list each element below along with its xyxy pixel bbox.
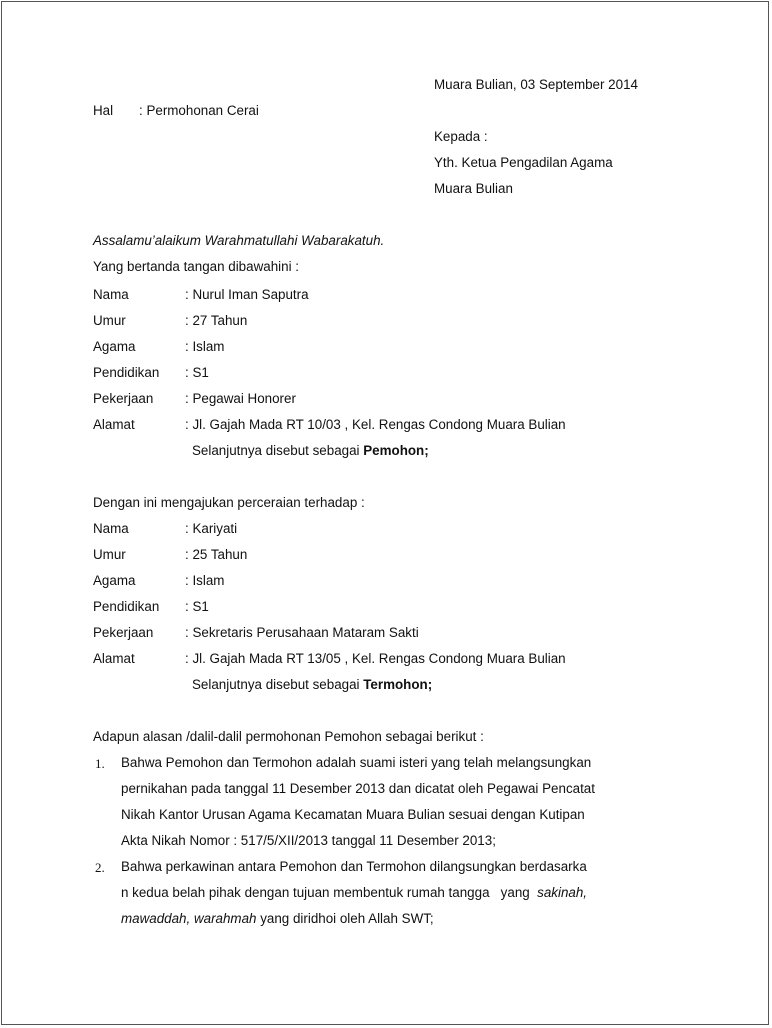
pemohon-nama-label: Nama [93,287,129,302]
reason-line: Nikah Kantor Urusan Agama Kecamatan Muara Bulian sesuai dengan Kutipan [121,807,585,822]
pemohon-pekerjaan-label: Pekerjaan [93,391,154,406]
recipient-line2: Muara Bulian [434,181,513,196]
pemohon-umur-label: Umur [93,313,126,328]
reason-line: mawaddah, warahmah yang diridhoi oleh Allah SWT; [121,911,434,926]
document-page [1,1,769,1025]
reason-line: Bahwa Pemohon dan Termohon adalah suami isteri yang telah melangsungkan [121,755,592,770]
pemohon-alamat-value: : Jl. Gajah Mada RT 10/03 , Kel. Rengas Condong Muara Bulian [185,417,566,432]
subject-label: Hal [93,103,114,118]
pemohon-umur-value: : 27 Tahun [185,313,248,328]
reason-line: n kedua belah pihak dengan tujuan membentuk rumah tangga yang sakinah, [121,885,588,900]
termohon-designation: Selanjutnya disebut sebagai Termohon; [192,677,433,692]
termohon-agama-value: : Islam [185,573,225,588]
termohon-nama-value: : Kariyati [185,521,238,536]
termohon-pendidikan-label: Pendidikan [93,599,160,614]
intro-text: Yang bertanda tangan dibawahini : [93,259,299,274]
reason-number: 2. [95,860,105,875]
reason-number: 1. [95,756,105,771]
termohon-umur-value: : 25 Tahun [185,547,248,562]
pemohon-designation: Selanjutnya disebut sebagai Pemohon; [192,443,429,458]
termohon-pekerjaan-value: : Sekretaris Perusahaan Mataram Sakti [185,625,419,640]
termohon-alamat-value: : Jl. Gajah Mada RT 13/05 , Kel. Rengas Condong Muara Bulian [185,651,566,666]
pemohon-nama-value: : Nurul Iman Saputra [185,287,309,302]
place-date: Muara Bulian, 03 September 2014 [434,77,638,92]
pemohon-pekerjaan-value: : Pegawai Honorer [185,391,296,406]
recipient-line1: Yth. Ketua Pengadilan Agama [434,155,613,170]
termohon-nama-label: Nama [93,521,129,536]
pemohon-pendidikan-value: : S1 [185,365,209,380]
termohon-alamat-label: Alamat [93,651,135,666]
pemohon-agama-label: Agama [93,339,136,354]
against-intro: Dengan ini mengajukan perceraian terhadap : [93,495,365,510]
termohon-pendidikan-value: : S1 [185,599,209,614]
reason-line: Akta Nikah Nomor : 517/5/XII/2013 tanggal 11 Desember 2013; [121,833,496,848]
reasons-intro: Adapun alasan /dalil-dalil permohonan Pemohon sebagai berikut : [93,729,484,744]
kepada-label: Kepada : [434,129,488,144]
greeting: Assalamu’alaikum Warahmatullahi Wabarakatuh. [93,233,385,248]
reason-line: pernikahan pada tanggal 11 Desember 2013 dan dicatat oleh Pegawai Pencatat [121,781,595,796]
pemohon-pendidikan-label: Pendidikan [93,365,160,380]
termohon-agama-label: Agama [93,573,136,588]
reason-line: Bahwa perkawinan antara Pemohon dan Termohon dilangsungkan berdasarka [121,859,587,874]
termohon-pekerjaan-label: Pekerjaan [93,625,154,640]
subject-value: : Permohonan Cerai [139,103,259,118]
pemohon-agama-value: : Islam [185,339,225,354]
pemohon-alamat-label: Alamat [93,417,135,432]
termohon-umur-label: Umur [93,547,126,562]
